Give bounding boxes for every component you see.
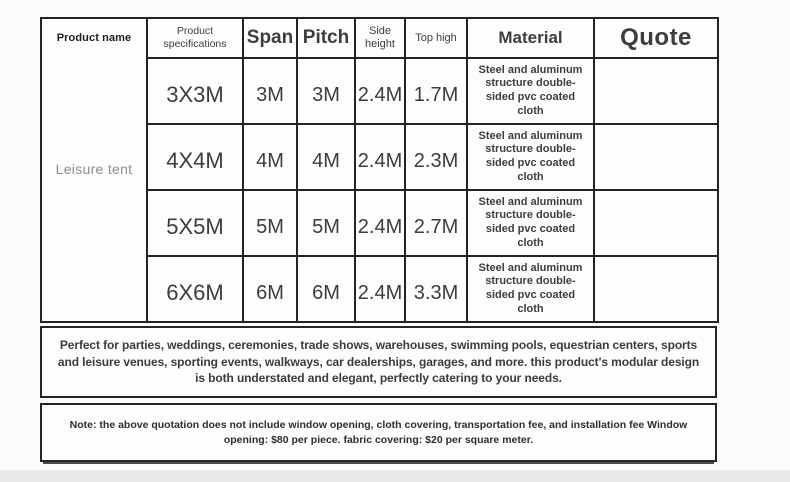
product-spec-table [40, 17, 719, 323]
cell-quote [594, 190, 718, 256]
cell-pitch: 3M [297, 58, 355, 124]
cell-span: 4M [243, 124, 297, 190]
cell-pitch: 4M [297, 124, 355, 190]
cell-side-height: 2.4M [355, 58, 405, 124]
cell-top-high: 3.3M [405, 256, 467, 322]
col-header-specifications: Product specifications [147, 18, 243, 58]
note-text: Note: the above quotation does not include window opening, cloth covering, transportation fee, and installation fee Window opening: $80 per piece. fabric covering: $20 per square meter. [69, 418, 688, 446]
cell-pitch: 6M [297, 256, 355, 322]
cell-top-high: 2.7M [405, 190, 467, 256]
bottom-strip [0, 470, 790, 482]
product-name-header: Product name [56, 32, 132, 44]
cell-specification: 3X3M [147, 58, 243, 124]
col-header-quote: Quote [594, 18, 718, 58]
cell-span: 5M [243, 190, 297, 256]
cell-quote [594, 256, 718, 322]
cell-material: Steel and aluminum structure double-sided pvc coated cloth [467, 58, 594, 124]
cell-span: 6M [243, 256, 297, 322]
col-header-top-high: Top high [405, 18, 467, 58]
cell-side-height: 2.4M [355, 124, 405, 190]
cell-top-high: 2.3M [405, 124, 467, 190]
col-header-material: Material [467, 18, 594, 58]
cell-quote [594, 124, 718, 190]
cell-top-high: 1.7M [405, 58, 467, 124]
description-panel [40, 326, 717, 398]
cell-span: 3M [243, 58, 297, 124]
col-header-span: Span [243, 18, 297, 58]
product-name-value: Leisure tent [55, 161, 133, 177]
cell-material: Steel and aluminum structure double-sided pvc coated cloth [467, 256, 594, 322]
description-text: Perfect for parties, weddings, ceremonies, trade shows, warehouses, swimming pools, equestrian centers, sports and leisure venues, sporting events, walkways, car dealerships, garages, and more. this product's modular design is both understated and elegant, perfectly catering to your needs. [57, 338, 700, 386]
col-header-pitch: Pitch [297, 18, 355, 58]
cell-pitch: 5M [297, 190, 355, 256]
cell-side-height: 2.4M [355, 190, 405, 256]
table-header-row [41, 18, 718, 58]
cell-specification: 5X5M [147, 190, 243, 256]
cell-specification: 6X6M [147, 256, 243, 322]
product-name-cell [41, 18, 147, 322]
cell-side-height: 2.4M [355, 256, 405, 322]
note-panel [40, 403, 717, 462]
cell-quote [594, 58, 718, 124]
cell-specification: 4X4M [147, 124, 243, 190]
cell-material: Steel and aluminum structure double-sided pvc coated cloth [467, 190, 594, 256]
cell-material: Steel and aluminum structure double-sided pvc coated cloth [467, 124, 594, 190]
col-header-side-height: Side height [355, 18, 405, 58]
